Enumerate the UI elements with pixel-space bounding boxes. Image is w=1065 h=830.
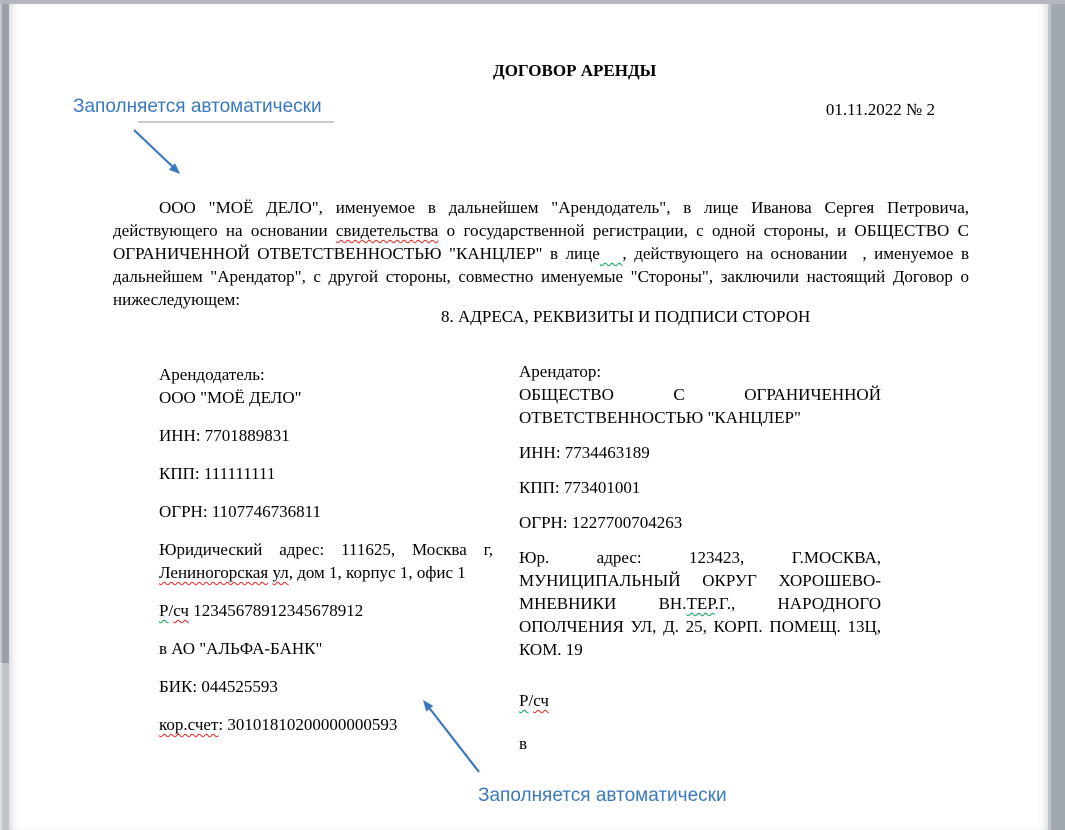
account-slash: / [168,601,174,620]
tenant-company-name: ОБЩЕСТВО С ОГРАНИЧЕННОЙ ОТВЕТСТВЕННОСТЬЮ "КАНЦЛЕР" [519,385,881,427]
auto-fill-annotation-bottom: Заполняется автоматически [478,785,727,806]
account-prefix: Р [519,691,529,710]
tenant-settlement-account [519,689,881,712]
tenant-legal-address [519,546,881,661]
document-date-number: 01.11.2022 № 2 [825,100,935,119]
corr-account-number: : 30101810200000000593 [218,715,398,734]
landlord-role-label: Арендодатель: [159,365,265,384]
account-number: 12345678912345678912 [188,601,364,620]
landlord-details-column [159,348,493,736]
tenant-role-label: Арендатор: [519,362,602,381]
intro-text-part: о государственной регистрации, с одной стороны, и ОБЩЕСТВО С ОГРАНИЧЕННОЙ ОТВЕТСТВЕННОСТЬЮ "КАНЦЛЕР" в лице [113,221,969,263]
account-slash: / [528,691,534,710]
misspelled-street-name: Лениногорская [159,563,269,582]
tenant-kpp: КПП: 773401001 [519,478,641,497]
misspelled-word: свидетельства [335,221,439,240]
landlord-bik: БИК: 044525593 [159,677,278,696]
landlord-inn: ИНН: 7701889831 [159,426,290,445]
tenant-details-column [519,348,881,767]
grammar-marked-abbr: ТЕР [686,594,715,613]
account-abbr: сч [173,601,189,620]
grammar-blank-gap [600,244,623,263]
account-prefix: Р [159,601,169,620]
intro-text-part: ООО "МОЁ ДЕЛО", именуемое в дальнейшем "Арендодатель", в лице Иванова Сергея Петровича, действующего на основании [113,198,969,240]
annotation-underline [138,121,334,123]
misspelled-street-abbr: ул [272,563,289,582]
landlord-legal-address [159,538,493,584]
auto-fill-annotation-top: Заполняется автоматически [73,96,322,117]
account-abbr: сч [533,691,549,710]
address-text-part: .Г., НАРОДНОГО ОПОЛЧЕНИЯ УЛ, Д. 25, КОРП. ПОМЕЩ. 13Ц, КОМ. 19 [519,594,881,659]
window-edge-left-lower [0,663,9,830]
tenant-inn: ИНН: 7734463189 [519,443,650,462]
intro-paragraph [113,196,969,311]
address-text-part: Юр. адрес: 123423, Г.МОСКВА, МУНИЦИПАЛЬНЫЙ ОКРУГ ХОРОШЕВО-МНЕВНИКИ ВН. [519,548,881,613]
corr-account-label: кор.счет [159,715,219,734]
landlord-settlement-account [159,599,493,622]
tenant-bank-prefix: в [519,734,528,753]
address-text-part: , дом 1, корпус 1, офис 1 [288,563,466,582]
landlord-company-name: ООО "МОЁ ДЕЛО" [159,388,302,407]
landlord-bank: в АО "АЛЬФА-БАНК" [159,639,323,658]
landlord-ogrn: ОГРН: 1107746736811 [159,502,322,521]
window-edge-right [1048,4,1065,830]
intro-text-part: , действующего на основании , именуемое в дальнейшем "Арендатор", с другой стороны, совместно именуемые "Стороны", заключили настоящий Договор о нижеследующем: [113,244,970,309]
section-heading: 8. АДРЕСА, РЕКВИЗИТЫ И ПОДПИСИ СТОРОН [441,307,811,326]
document-page [9,4,1048,830]
document-title: ДОГОВОР АРЕНДЫ [493,61,657,80]
address-text-part: Юридический адрес: 111625, Москва г, [159,540,493,559]
arrow-down-right-icon [126,124,196,186]
arrow-up-left-icon [409,690,489,782]
landlord-kpp: КПП: 111111111 [159,464,276,483]
tenant-ogrn: ОГРН: 1227700704263 [519,513,683,532]
